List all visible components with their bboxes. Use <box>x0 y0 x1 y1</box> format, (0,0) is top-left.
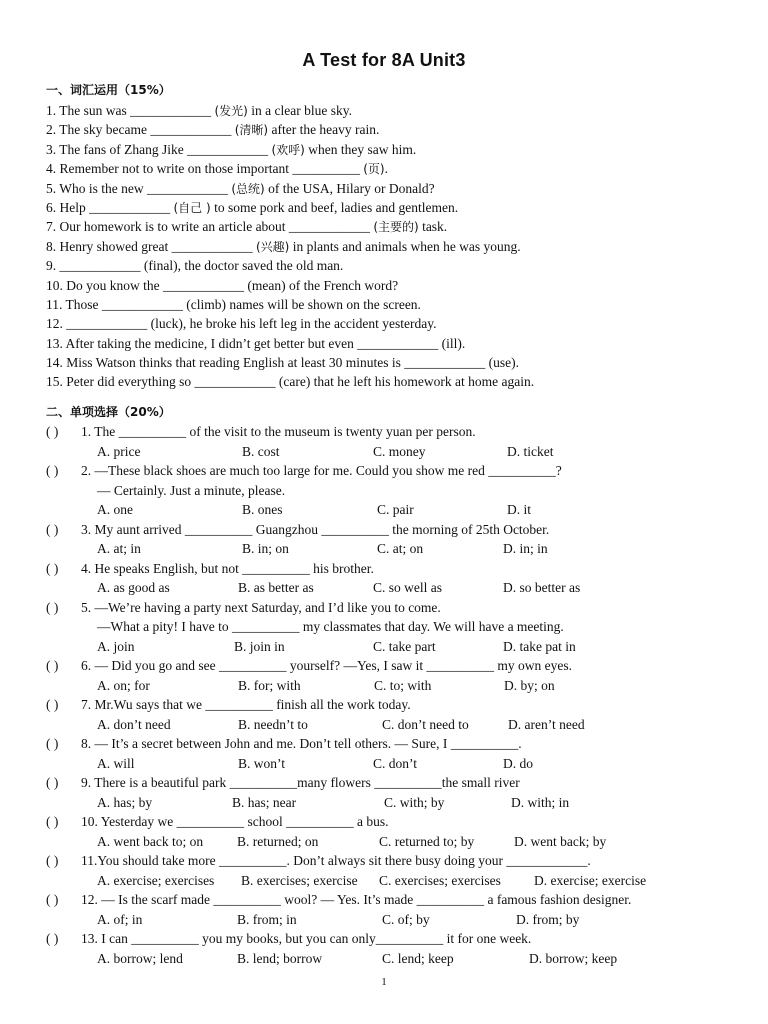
answer-option: D. exercise; exercise <box>534 872 647 888</box>
answer-option: A. price <box>97 443 141 459</box>
options-row <box>46 949 736 969</box>
question-stem-line <box>46 929 736 949</box>
question-stem: 12. — Is the scarf made __________ wool? — Yes. It’s made __________ a famous fashion designer. <box>81 892 632 907</box>
answer-bracket[interactable]: ( ) <box>46 736 59 751</box>
chinese-hint: (清晰) <box>234 123 269 138</box>
question-stem-continuation <box>46 481 736 501</box>
answer-option: A. on; for <box>97 677 150 693</box>
answer-option: D. it <box>507 502 532 517</box>
answer-option: C. money <box>373 443 426 459</box>
options-row <box>46 910 736 930</box>
answer-option: D. ticket <box>507 443 554 459</box>
answer-bracket[interactable]: ( ) <box>46 814 59 829</box>
vocab-question <box>46 140 726 159</box>
answer-option: B. needn’t to <box>238 716 308 732</box>
answer-bracket[interactable]: ( ) <box>46 521 59 537</box>
answer-bracket[interactable]: ( ) <box>46 775 59 790</box>
chinese-hint: (主要的) <box>373 220 419 235</box>
answer-option: B. from; in <box>237 911 297 927</box>
question-text: 10. Do you know the ____________ (mean) of the French word? <box>46 277 399 293</box>
question-text: 12. ____________ (luck), he broke his left leg in the accident yesterday. <box>46 316 437 332</box>
question-stem: 3. My aunt arrived __________ Guangzhou __________ the morning of 25th October. <box>81 521 550 537</box>
chinese-hint: (欢呼) <box>271 142 305 157</box>
options-row <box>46 578 736 598</box>
question-text: when they saw him. <box>304 141 417 157</box>
answer-option: B. has; near <box>232 794 297 810</box>
answer-option: C. take part <box>373 638 436 654</box>
answer-option: D. aren’t need <box>508 716 585 732</box>
question-stem-line <box>46 422 736 442</box>
page-number: 1 <box>381 976 387 988</box>
answer-option: B. join in <box>234 638 285 654</box>
vocab-question <box>46 295 726 314</box>
question-text: of the USA, Hilary or Donald? <box>264 180 435 196</box>
answer-bracket[interactable]: ( ) <box>46 658 59 673</box>
question-text: 3. The fans of Zhang Jike ____________ <box>46 141 272 157</box>
options-row <box>46 754 736 774</box>
dialogue-reply: —What a pity! I have to __________ my classmates that day. We will have a meeting. <box>97 619 564 634</box>
options-row <box>46 676 736 696</box>
vocab-question <box>46 101 726 120</box>
question-stem: 4. He speaks English, but not __________ his brother. <box>81 560 374 576</box>
answer-option: C. to; with <box>374 677 432 693</box>
answer-option: B. ones <box>242 502 283 517</box>
question-stem-line <box>46 812 736 832</box>
vocab-question <box>46 276 726 295</box>
answer-option: B. in; on <box>242 541 289 556</box>
options-row <box>46 832 736 852</box>
question-stem-line <box>46 890 736 910</box>
dialogue-reply: — Certainly. Just a minute, please. <box>97 482 286 498</box>
answer-option: B. as better as <box>238 580 314 595</box>
vocab-question <box>46 179 726 198</box>
vocab-question <box>46 314 726 333</box>
question-text: to some pork and beef, ladies and gentlemen. <box>210 199 459 215</box>
question-stem: 10. Yesterday we __________ school __________ a bus. <box>81 814 389 829</box>
options-row <box>46 793 736 813</box>
answer-bracket[interactable]: ( ) <box>46 853 59 868</box>
answer-option: A. borrow; lend <box>97 950 183 966</box>
question-text: 5. Who is the new ____________ <box>46 180 232 196</box>
chinese-hint: (自己 ) <box>173 200 211 215</box>
answer-bracket[interactable]: ( ) <box>46 931 59 946</box>
question-text: 11. Those ____________ (climb) names will be shown on the screen. <box>46 296 421 312</box>
options-row <box>46 442 736 462</box>
question-text: 9. ____________ (final), the doctor saved the old man. <box>46 258 344 274</box>
answer-option: B. won’t <box>238 755 286 771</box>
answer-bracket[interactable]: ( ) <box>46 599 59 615</box>
question-stem-line <box>46 851 736 871</box>
page-title: A Test for 8A Unit3 <box>302 50 466 70</box>
answer-bracket[interactable]: ( ) <box>46 560 59 576</box>
question-text: 2. The sky became ____________ <box>46 122 235 138</box>
question-stem-line <box>46 734 736 754</box>
question-text: in a clear blue sky. <box>247 103 352 118</box>
vocab-question <box>46 198 726 217</box>
answer-option: B. returned; on <box>237 833 319 849</box>
question-text: 4. Remember not to write on those important __________ <box>46 161 364 177</box>
vocab-question <box>46 217 726 236</box>
section-2-heading: 二、单项选择（20%） <box>46 405 171 419</box>
question-text: 6. Help ____________ <box>46 199 174 215</box>
answer-option: C. returned to; by <box>379 833 475 849</box>
question-stem: 5. —We’re having a party next Saturday, and I’d like you to come. <box>81 599 441 615</box>
answer-option: A. at; in <box>97 541 141 556</box>
question-stem: 1. The __________ of the visit to the museum is twenty yuan per person. <box>81 424 476 439</box>
question-stem: 2. —These black shoes are much too large for me. Could you show me red __________? <box>81 463 562 478</box>
answer-option: C. don’t need to <box>382 716 469 732</box>
options-row <box>46 871 736 891</box>
question-text: . <box>384 161 388 177</box>
answer-option: D. so better as <box>503 580 581 595</box>
answer-option: A. join <box>97 638 135 654</box>
question-stem: 7. Mr.Wu says that we __________ finish all the work today. <box>81 697 411 712</box>
question-stem-line <box>46 461 736 481</box>
chinese-hint: (兴趣) <box>255 239 290 254</box>
answer-bracket[interactable]: ( ) <box>46 892 59 907</box>
question-stem-continuation <box>46 617 736 637</box>
question-text: 8. Henry showed great ____________ <box>46 238 256 254</box>
options-row <box>46 637 736 657</box>
question-stem-line <box>46 559 736 579</box>
question-stem: 6. — Did you go and see __________ yourself? —Yes, I saw it __________ my own eyes. <box>81 658 572 673</box>
question-text: 13. After taking the medicine, I didn’t get better but even ____________ (ill). <box>46 335 466 351</box>
answer-option: D. do <box>503 755 533 771</box>
vocab-question <box>46 120 726 139</box>
question-stem-line <box>46 656 736 676</box>
question-stem: 11.You should take more __________. Don’t always sit there busy doing your ____________. <box>81 853 591 868</box>
multiple-choice-question-list <box>46 422 736 968</box>
question-stem-line <box>46 695 736 715</box>
answer-bracket[interactable]: ( ) <box>46 697 59 712</box>
vocab-question <box>46 372 726 391</box>
chinese-hint: (页) <box>363 162 385 177</box>
answer-option: C. at; on <box>377 541 424 556</box>
answer-option: B. lend; borrow <box>237 950 323 966</box>
answer-option: A. went back to; on <box>97 833 204 849</box>
chinese-hint: (总统) <box>231 181 265 196</box>
answer-option: A. as good as <box>97 580 170 595</box>
question-text: after the heavy rain. <box>268 122 380 138</box>
answer-bracket[interactable]: ( ) <box>46 463 59 478</box>
answer-option: C. exercises; exercises <box>379 872 501 888</box>
answer-option: B. exercises; exercise <box>241 872 358 888</box>
chinese-hint: (发光) <box>214 104 248 118</box>
vocab-question <box>46 159 726 178</box>
question-stem-line <box>46 520 736 540</box>
answer-option: A. don’t need <box>97 716 171 732</box>
answer-option: A. has; by <box>97 794 153 810</box>
answer-option: A. exercise; exercises <box>97 872 215 888</box>
answer-option: D. borrow; keep <box>529 950 618 966</box>
question-stem-line <box>46 773 736 793</box>
question-text: 1. The sun was ____________ <box>46 103 215 118</box>
answer-option: C. pair <box>377 502 414 517</box>
question-text: task. <box>418 219 448 235</box>
vocab-question <box>46 334 726 353</box>
answer-option: B. for; with <box>238 677 301 693</box>
answer-option: D. take pat in <box>503 638 576 654</box>
section-1-heading: 一、词汇运用（15%） <box>46 83 171 97</box>
answer-option: C. of; by <box>382 911 430 927</box>
answer-option: C. with; by <box>384 794 445 810</box>
question-stem: 13. I can __________ you my books, but you can only__________ it for one week. <box>81 931 532 946</box>
question-text: 15. Peter did everything so ____________ (care) that he left his homework at home again. <box>46 374 535 390</box>
answer-option: D. in; in <box>503 541 548 556</box>
answer-option: A. will <box>97 755 135 771</box>
answer-bracket[interactable]: ( ) <box>46 424 59 439</box>
answer-option: C. so well as <box>373 580 442 595</box>
answer-option: D. with; in <box>511 794 570 810</box>
vocab-question <box>46 256 726 275</box>
question-text: 14. Miss Watson thinks that reading English at least 30 minutes is ____________ (use). <box>46 355 520 371</box>
answer-option: D. went back; by <box>514 833 607 849</box>
answer-option: A. of; in <box>97 911 143 927</box>
vocab-question <box>46 353 726 372</box>
answer-option: A. one <box>97 502 133 517</box>
options-row <box>46 539 736 559</box>
question-text: in plants and animals when he was young. <box>289 238 521 254</box>
options-row <box>46 715 736 735</box>
answer-option: D. from; by <box>516 911 580 927</box>
answer-option: D. by; on <box>504 677 555 693</box>
vocabulary-question-list <box>46 101 726 392</box>
answer-option: C. lend; keep <box>382 950 454 966</box>
question-stem-line <box>46 598 736 618</box>
answer-option: C. don’t <box>373 755 418 771</box>
answer-option: B. cost <box>242 443 280 459</box>
question-stem: 8. — It’s a secret between John and me. Don’t tell others. — Sure, I __________. <box>81 736 522 751</box>
question-stem: 9. There is a beautiful park __________many flowers __________the small river <box>81 775 520 790</box>
vocab-question <box>46 237 726 256</box>
options-row <box>46 500 736 520</box>
question-text: 7. Our homework is to write an article about ____________ <box>46 219 374 235</box>
